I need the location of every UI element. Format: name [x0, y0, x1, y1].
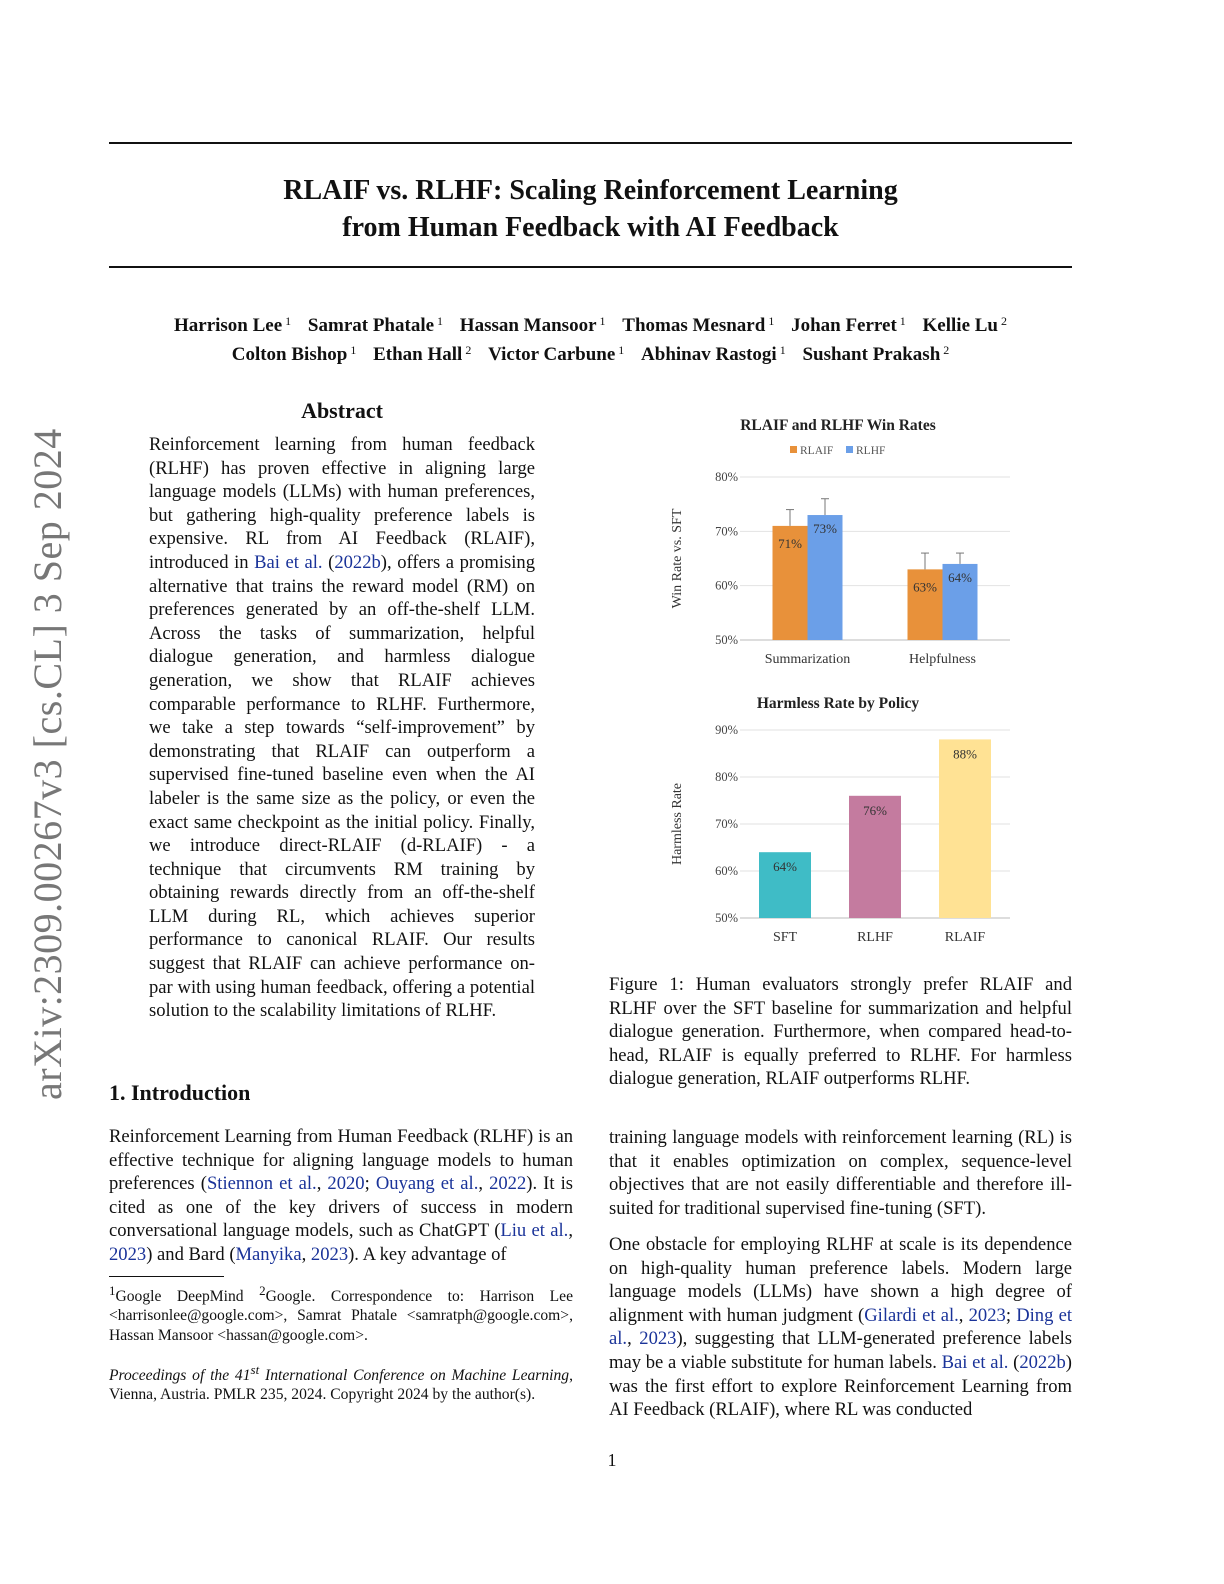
- legend-swatch: [846, 446, 853, 453]
- author: Abhinav Rastogi $^1$: [641, 343, 786, 365]
- abstract-text: Reinforcement learning from human feedback (RLHF) has proven effective in aligning large language models (LLMs) with human preferences, but gathering high-quality preference labels is expensive. RL from AI Feedback (RLAIF), introduced in Bai et al. (2022b), offers a promising alternative that trains the reward model (RM) on preferences generated by an off-the-shelf LLM. Across the tasks of summarization, helpful dialogue generation, and harmless dialogue generation, we show that RLAIF achieves comparable performance to RLHF. Furthermore, we take a step towards “self-improvement” by demonstrating that RLAIF can outperform a supervised fine-tuned baseline even when the AI labeler is the same size as the policy, or even the exact same checkpoint as the initial policy. Finally, we introduce direct-RLAIF (d-RLAIF) - a technique that circumvents RM training by obtaining rewards directly from an off-the-shelf LLM during RL, which achieves superior performance to canonical RLAIF. Our results suggest that RLAIF can achieve performance on-par with using human feedback, offering a potential solution to the scalability limitations of RLHF.: [149, 434, 536, 1022]
- y-tick-label: 80%: [715, 470, 738, 484]
- abstract-heading: Abstract: [301, 398, 383, 423]
- x-tick-label: RLHF: [857, 930, 893, 945]
- data-label: 71%: [778, 535, 802, 551]
- legend-swatch: [790, 446, 797, 453]
- bar: [939, 739, 991, 918]
- citation-link[interactable]: Manyika: [235, 1243, 302, 1265]
- arxiv-identifier[interactable]: arXiv:2309.00267v3 [cs.CL] 3 Sep 2024: [25, 428, 70, 1100]
- author: Victor Carbune $^1$: [488, 343, 625, 365]
- citation-link[interactable]: Ouyang et al.: [375, 1173, 479, 1195]
- paper-title: [109, 172, 1072, 246]
- bottom-title-rule: [109, 266, 1072, 268]
- harmless-rate-chart: [670, 695, 1010, 945]
- author: Ethan Hall $^2$: [373, 343, 472, 365]
- y-tick-label: 60%: [715, 578, 738, 593]
- citation-link[interactable]: Liu et al.: [500, 1220, 569, 1242]
- author: Sushant Prakash $^2$: [802, 343, 950, 365]
- data-label: 88%: [953, 746, 977, 762]
- citation-link[interactable]: Bai et al.: [941, 1351, 1009, 1373]
- right-paragraph-1: training language models with reinforcement learning (RL) is that it enables optimization on complex, sequence-level objectives that are not easily differentiable and therefore ill-suited for traditional supervised fine-tuning (SFT).: [609, 1127, 1072, 1219]
- y-tick-label: 70%: [715, 817, 738, 831]
- author: Colton Bishop $^1$: [231, 343, 357, 365]
- citation-link[interactable]: 2022b: [1019, 1351, 1066, 1373]
- legend-label: RLHF: [856, 445, 886, 457]
- citation-link[interactable]: Stiennon et al.: [206, 1173, 317, 1195]
- data-label: 73%: [813, 521, 837, 537]
- y-tick-label: 60%: [715, 864, 738, 878]
- y-tick-label: 50%: [715, 911, 738, 925]
- author: Kellie Lu $^2$: [922, 314, 1008, 336]
- right-paragraph-2: One obstacle for employing RLHF at scale is its dependence on high-quality human preference labels. Modern large language models (LLMs) have shown a high degree of alignment with human judgment (Gilardi et al., 2023; Ding et al., 2023), suggesting that LLM-generated preference labels may be a viable substitute for human labels. Bai et al. (2022b) was the first effort to explore Reinforcement Learning from AI Feedback (RLAIF), where RL was conducted: [609, 1234, 1072, 1421]
- footnote: $^1$Google DeepMind $^2$Google. Correspondence to: Harrison Lee <harrisonlee@google.com>, Samrat Phatale <samratph@google.com>, Hassan Mansoor <hassan@google.com>.: [109, 1283, 573, 1344]
- data-label: 64%: [948, 569, 972, 585]
- author: Hassan Mansoor $^1$: [459, 314, 606, 336]
- page-number: 1: [607, 1450, 617, 1470]
- citation-link[interactable]: Ding et al.: [609, 1304, 1072, 1350]
- title-line-2: from Human Feedback with AI Feedback: [342, 212, 839, 243]
- x-tick-label: SFT: [772, 930, 798, 945]
- title-line-1: RLAIF vs. RLHF: Scaling Reinforcement Learning: [283, 175, 898, 206]
- data-label: 76%: [863, 802, 887, 818]
- y-axis-label: Win Rate vs. SFT: [670, 508, 685, 609]
- x-tick-label: Helpfulness: [909, 652, 976, 667]
- win-rates-chart: [670, 417, 1010, 667]
- citation-link[interactable]: 2020: [327, 1173, 365, 1195]
- citation-link[interactable]: 2023: [639, 1328, 677, 1350]
- data-label: 64%: [773, 859, 797, 875]
- proceedings-note: Proceedings of the 41st International Conference on Machine Learning, Vienna, Austria. PMLR 235, 2024. Copyright 2024 by the author(s).: [109, 1362, 573, 1404]
- citation-link[interactable]: 2023: [109, 1243, 147, 1265]
- y-tick-label: 70%: [715, 524, 738, 539]
- x-tick-label: Summarization: [764, 652, 851, 667]
- figure-1: [600, 400, 1080, 960]
- y-tick-label: 80%: [715, 770, 738, 784]
- citation-link[interactable]: 2023: [968, 1304, 1006, 1326]
- citation-link[interactable]: 2022: [489, 1173, 527, 1195]
- chart-title: RLAIF and RLHF Win Rates: [740, 417, 936, 434]
- figure-caption: Figure 1: Human evaluators strongly prefer RLAIF and RLHF over the SFT baseline for summarization and helpful dialogue generation. Furthermore, when compared head-to-head, RLAIF is equally preferred to RLHF. For harmless dialogue generation, RLAIF outperforms RLHF.: [609, 974, 1072, 1090]
- author: Harrison Lee $^1$: [173, 314, 292, 336]
- legend-label: RLAIF: [800, 445, 834, 457]
- author: Samrat Phatale $^1$: [307, 314, 444, 336]
- citation-link[interactable]: 2023: [310, 1243, 349, 1265]
- citation-link[interactable]: 2022b: [334, 551, 381, 573]
- section-heading: 1. Introduction: [109, 1080, 251, 1105]
- x-tick-label: RLAIF: [944, 930, 986, 945]
- author: Thomas Mesnard $^1$: [622, 314, 775, 336]
- footnote-rule: [109, 1276, 224, 1277]
- y-tick-label: 50%: [715, 633, 738, 647]
- author: Johan Ferret $^1$: [791, 314, 906, 336]
- author-row-2: [109, 338, 1072, 367]
- y-tick-label: 90%: [715, 723, 738, 737]
- chart-title: Harmless Rate by Policy: [756, 695, 920, 712]
- data-label: 63%: [913, 579, 937, 595]
- author-row-1: [109, 309, 1072, 338]
- author-list: [109, 309, 1072, 367]
- citation-link[interactable]: Gilardi et al.: [864, 1304, 959, 1326]
- intro-paragraph: Reinforcement Learning from Human Feedback (RLHF) is an effective technique for aligning language models to human preferences (Stiennon et al., 2020; Ouyang et al., 2022). It is cited as one of the key drivers of success in modern conversational language models, such as ChatGPT (Liu et al., 2023) and Bard (Manyika, 2023). A key advantage of: [109, 1126, 573, 1265]
- y-axis-label: Harmless Rate: [670, 782, 685, 866]
- top-rule: [109, 142, 1072, 144]
- citation-link[interactable]: Bai et al.: [254, 551, 323, 573]
